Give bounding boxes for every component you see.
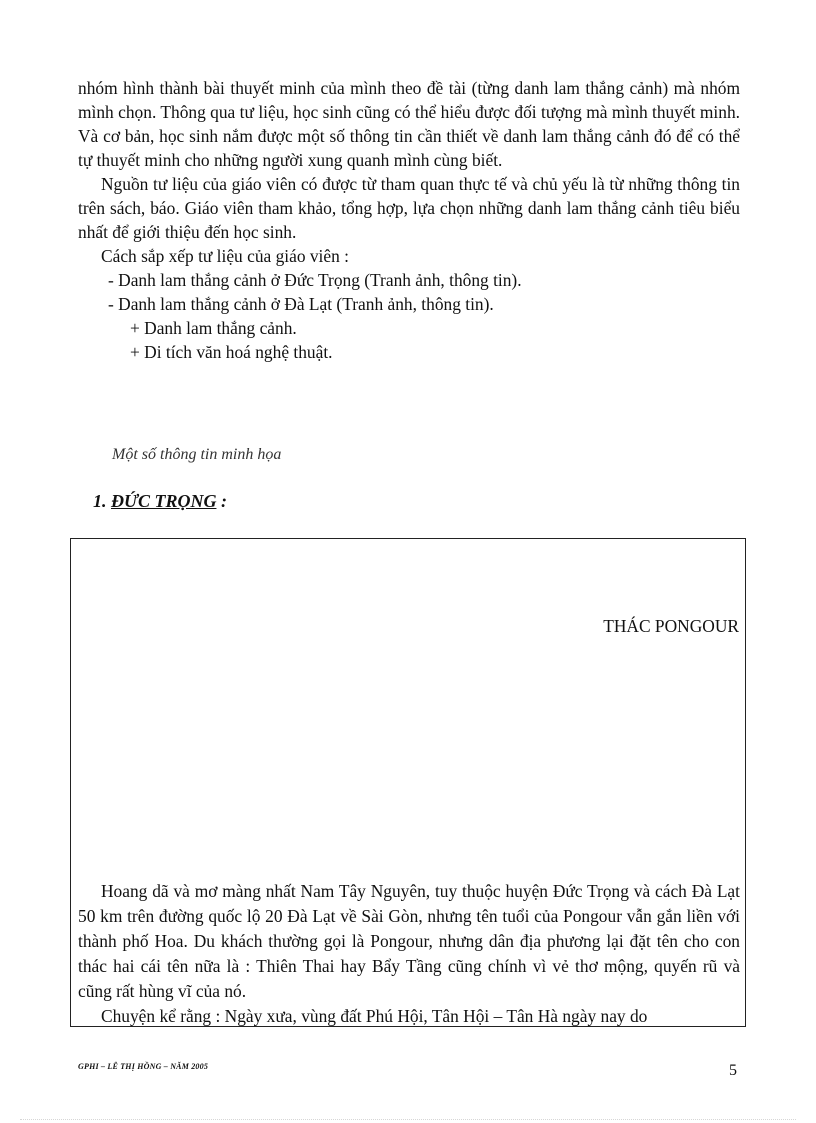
section-title: ĐỨC TRỌNG: [111, 491, 217, 511]
body-text: [78, 76, 740, 364]
framed-box: [70, 538, 746, 1027]
intro-paragraph-2: Nguồn tư liệu của giáo viên có được từ tham quan thực tế và chủ yếu là từ những thông tin trên sách, báo. Giáo viên tham khảo, tổng hợp, lựa chọn những danh lam thắng cảnh tiêu biểu nhất để giới thiệu đến học sinh.: [78, 174, 740, 242]
intro-paragraph-1: nhóm hình thành bài thuyết minh của mình theo đề tài (từng danh lam thắng cảnh) mà nhóm mình chọn. Thông qua tư liệu, học sinh cũng có thể hiểu được đối tượng mà mình thuyết minh. Và cơ bản, học sinh nắm được một số thông tin cần thiết về danh lam thắng cảnh đó để có thể tự thuyết minh cho những người xung quanh mình cùng biết.: [78, 78, 740, 170]
page-number: 5: [729, 1062, 737, 1079]
footer-author: GPHI – LÊ THỊ HỒNG – NĂM 2005: [78, 1062, 209, 1071]
box-paragraph-1: Hoang dã và mơ màng nhất Nam Tây Nguyên, tuy thuộc huyện Đức Trọng và cách Đà Lạt 50 km trên đường quốc lộ 20 Đà Lạt về Sài Gòn, nhưng tên tuổi của Pongour vẫn gắn liền với thành phố Hoa. Du khách thường gọi là Pongour, nhưng dân địa phương lại đặt tên cho con thác hai cái tên nữa là : Thiên Thai hay Bẩy Tầng cũng chính vì vẻ thơ mộng, quyến rũ và cũng rất hùng vĩ của nó.: [78, 881, 740, 1001]
section-heading: [93, 491, 227, 512]
image-label: THÁC PONGOUR: [603, 616, 739, 636]
box-text: [78, 879, 740, 1029]
arrange-heading: Cách sắp xếp tư liệu của giáo viên :: [101, 246, 349, 266]
section-suffix: :: [216, 491, 227, 511]
page-bottom-rule: [20, 1119, 796, 1120]
box-paragraph-2: Chuyện kể rằng : Ngày xưa, vùng đất Phú Hội, Tân Hội – Tân Hà ngày nay do: [101, 1006, 648, 1026]
list-item: - Danh lam thắng cảnh ở Đức Trọng (Tranh ảnh, thông tin).: [108, 270, 522, 290]
sub-list-item: + Di tích văn hoá nghệ thuật.: [130, 342, 333, 362]
illustration-caption: Một số thông tin minh họa: [112, 446, 282, 463]
list-item: - Danh lam thắng cảnh ở Đà Lạt (Tranh ảnh, thông tin).: [108, 294, 494, 314]
sub-list-item: + Danh lam thắng cảnh.: [130, 318, 297, 338]
section-number: 1.: [93, 491, 107, 511]
